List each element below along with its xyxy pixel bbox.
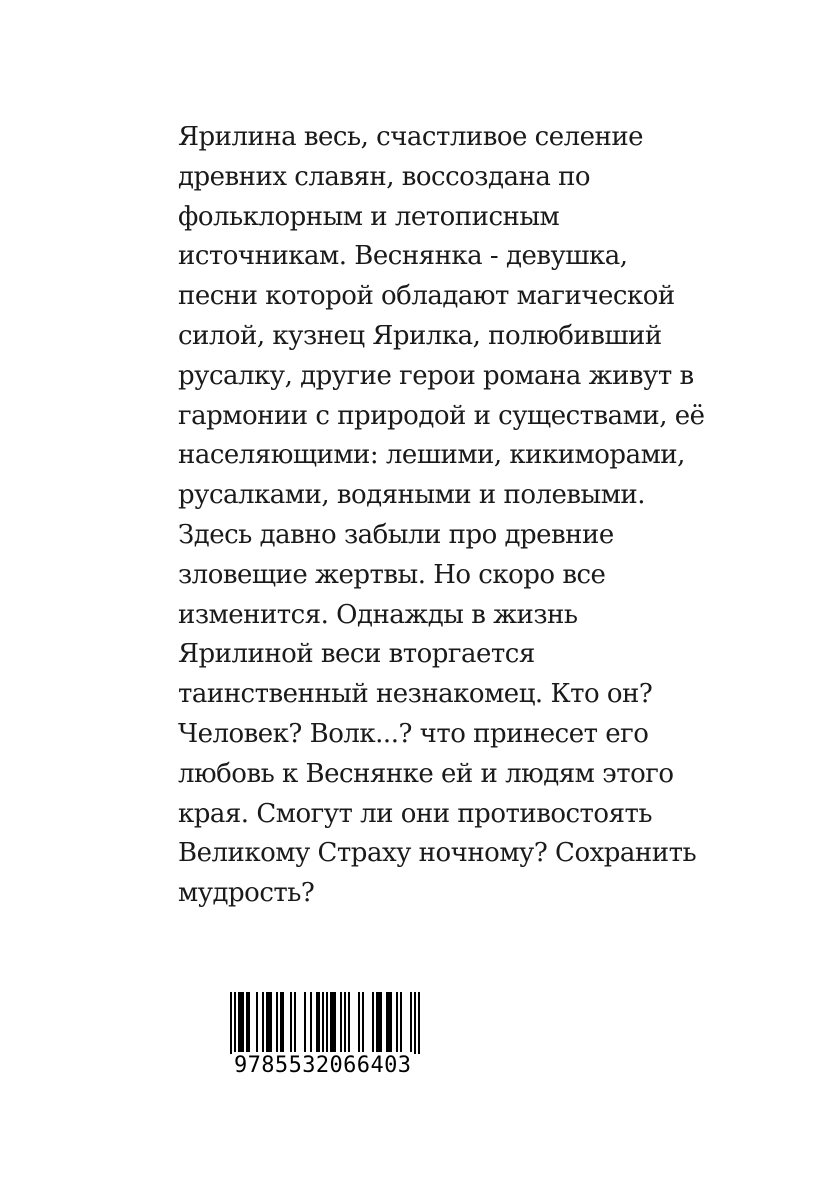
barcode-bar xyxy=(348,992,350,1054)
description-line: русалку, другие герои романа живут в xyxy=(178,360,694,391)
barcode-bar xyxy=(318,992,320,1054)
barcode-bar xyxy=(310,992,312,1054)
barcode-bar xyxy=(330,992,332,1054)
barcode-bar xyxy=(418,992,420,1054)
barcode-bar xyxy=(246,992,248,1054)
barcode-bar xyxy=(282,992,284,1054)
description-line: изменится. Однажды в жизнь xyxy=(178,599,578,630)
barcode-bar xyxy=(262,992,264,1054)
description-line: Ярилина весь, счастливое селение xyxy=(178,122,644,152)
barcode-bar xyxy=(266,992,268,1054)
description-line: источникам. Веснянка - девушка, xyxy=(178,241,628,272)
description-line: зловещие жертвы. Но скоро все xyxy=(178,559,606,590)
description-line: русалками, водяными и полевыми. xyxy=(178,480,646,511)
description-line: фольклорным и летописным xyxy=(178,201,560,232)
barcode-bar xyxy=(388,992,390,1054)
back-cover-description xyxy=(178,118,798,914)
description-line: древних славян, воссоздана по xyxy=(178,161,591,192)
barcode-bar xyxy=(378,992,380,1054)
description-line: таинственный незнакомец. Кто он? xyxy=(178,679,653,710)
description-line: населяющими: лешими, кикиморами, xyxy=(178,440,685,471)
barcode-bar xyxy=(234,992,236,1054)
barcode-bar xyxy=(242,992,244,1054)
isbn-number: 9785532066403 xyxy=(234,1053,412,1078)
barcode-bar xyxy=(248,992,250,1054)
barcode-bar xyxy=(376,992,378,1054)
description-line: силой, кузнец Ярилка, полюбивший xyxy=(178,320,662,351)
barcode-bar xyxy=(386,992,388,1054)
barcode-bar xyxy=(390,992,392,1054)
barcode-bar xyxy=(276,992,278,1054)
barcode-bar xyxy=(414,992,416,1054)
barcode-bar xyxy=(294,992,296,1054)
barcode-bar xyxy=(230,992,232,1054)
barcode-bar xyxy=(256,992,258,1054)
description-line: мудрость? xyxy=(178,878,315,909)
barcode-bar xyxy=(326,992,328,1054)
barcode-bar xyxy=(334,992,336,1054)
description-line: песни которой обладают магической xyxy=(178,281,675,312)
description-line: Здесь давно забыли про древние xyxy=(178,519,614,550)
barcode-bar xyxy=(380,992,382,1054)
barcode-bar xyxy=(240,992,242,1054)
barcode-bar xyxy=(396,992,398,1054)
barcode-bar xyxy=(362,992,364,1054)
barcode-bar xyxy=(322,992,324,1054)
barcode-bar xyxy=(332,992,334,1054)
barcode-bar xyxy=(270,992,272,1054)
description-line: Великому Страху ночному? Сохранить xyxy=(178,838,697,869)
barcode-bar xyxy=(290,992,292,1054)
barcode-bar xyxy=(410,992,412,1054)
barcode-bar xyxy=(400,992,402,1054)
description-line: гармонии с природой и существами, её xyxy=(178,400,705,431)
description-line: Человек? Волк...? что принесет его xyxy=(178,718,649,749)
barcode-bar xyxy=(372,992,374,1054)
barcode-bar xyxy=(268,992,270,1054)
barcode-bar xyxy=(304,992,306,1054)
description-line: края. Смогут ли они противостоять xyxy=(178,798,653,829)
barcode-bar xyxy=(316,992,318,1054)
barcode-bar xyxy=(340,992,342,1054)
barcode-bar xyxy=(238,992,240,1054)
barcode-bars xyxy=(212,992,436,1054)
barcode-bar xyxy=(344,992,346,1054)
description-line: любовь к Веснянке ей и людям этого xyxy=(178,758,674,789)
description-line: Ярилиной веси вторгается xyxy=(178,639,535,670)
barcode-bar xyxy=(280,992,282,1054)
barcode-bar xyxy=(358,992,360,1054)
